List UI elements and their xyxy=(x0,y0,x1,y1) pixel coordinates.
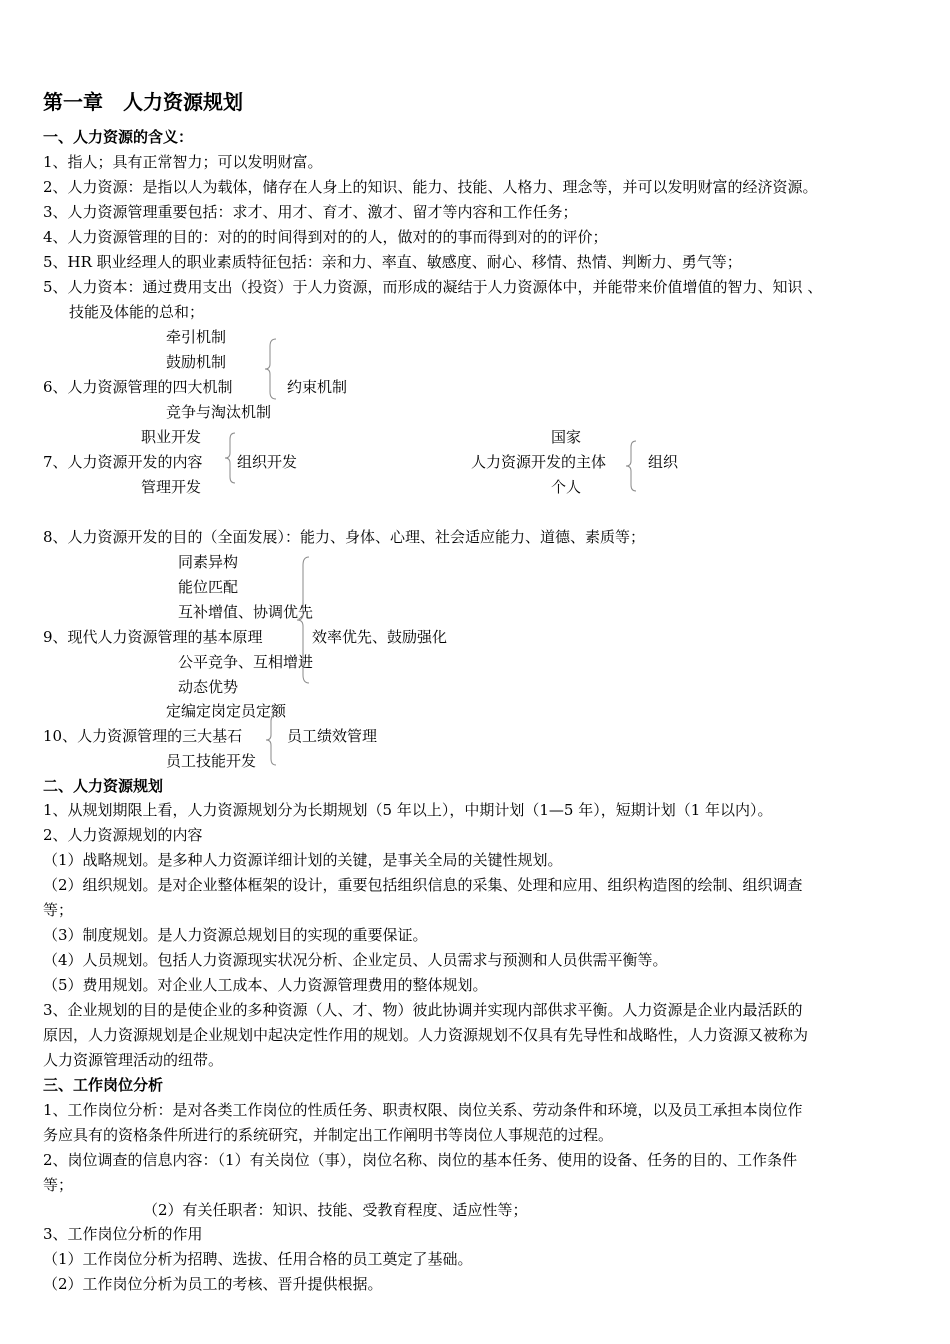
paragraph: （1）工作岗位分析为招聘、选拔、任用合格的员工奠定了基础。 xyxy=(43,1250,473,1268)
brace-item: 个人 xyxy=(551,478,582,496)
paragraph: （3）制度规划。是人力资源总规划目的实现的重要保证。 xyxy=(43,926,428,944)
paragraph: （5）费用规划。对企业人工成本、人力资源管理费用的整体规划。 xyxy=(43,976,488,994)
paragraph: 9、现代人力资源管理的基本原理 xyxy=(43,628,263,646)
brace-item: 同素异构 xyxy=(178,553,239,571)
brace-item: 组织 xyxy=(648,453,679,471)
paragraph: （1）战略规划。是多种人力资源详细计划的关键，是事关全局的关键性规划。 xyxy=(43,851,563,869)
brace-icon xyxy=(262,338,282,400)
brace-item: 员工技能开发 xyxy=(166,752,257,770)
paragraph: 人力资源开发的主体 xyxy=(471,453,607,471)
paragraph: （2）有关任职者：知识、技能、受教育程度、适应性等； xyxy=(143,1201,528,1219)
brace-icon xyxy=(624,440,640,492)
brace-item: 公平竞争、互相增进 xyxy=(178,653,314,671)
brace-item: 国家 xyxy=(551,428,582,446)
brace-item: 牵引机制 xyxy=(166,328,227,346)
paragraph: 等； xyxy=(43,1176,74,1194)
brace-item: 竞争与淘汰机制 xyxy=(166,403,272,421)
paragraph: 1、工作岗位分析：是对各类工作岗位的性质任务、职责权限、岗位关系、劳动条件和环境，以及员工承担本岗位作 xyxy=(43,1101,803,1119)
paragraph: 3、工作岗位分析的作用 xyxy=(43,1225,203,1243)
paragraph: 等； xyxy=(43,901,74,919)
brace-item: 定编定岗定员定额 xyxy=(166,702,287,720)
paragraph: 2、人力资源：是指以人为载体，储存在人身上的知识、能力、技能、人格力、理念等，并可以发明财富的经济资源。 xyxy=(43,178,818,196)
paragraph: 务应具有的资格条件所进行的系统研究，并制定出工作阐明书等岗位人事规范的过程。 xyxy=(43,1126,614,1144)
brace-item: 约束机制 xyxy=(287,378,348,396)
paragraph: 8、人力资源开发的目的（全面发展）：能力、身体、心理、社会适应能力、道德、素质等； xyxy=(43,528,646,546)
brace-item: 能位匹配 xyxy=(178,578,239,596)
brace-icon xyxy=(263,714,281,766)
brace-item: 鼓励机制 xyxy=(166,353,227,371)
paragraph: 2、人力资源规划的内容 xyxy=(43,826,203,844)
brace-item: 动态优势 xyxy=(178,678,239,696)
chapter-title: 第一章 人力资源规划 xyxy=(43,90,243,114)
paragraph: 3、企业规划的目的是使企业的多种资源（人、才、物）彼此协调并实现内部供求平衡。人力资源是企业内最活跃的 xyxy=(43,1001,803,1019)
brace-item: 效率优先、鼓励强化 xyxy=(312,628,448,646)
section-heading: 二、人力资源规划 xyxy=(43,777,164,795)
paragraph: 1、从规划期限上看，人力资源规划分为长期规划（5 年以上），中期计划（1—5 年），短期计划（1 年以内）。 xyxy=(43,801,773,819)
paragraph: 2、岗位调查的信息内容：（1）有关岗位（事），岗位名称、岗位的基本任务、使用的设备、任务的目的、工作条件 xyxy=(43,1151,798,1169)
paragraph: 1、指人；具有正常智力；可以发明财富。 xyxy=(43,153,323,171)
brace-item: 员工绩效管理 xyxy=(287,727,378,745)
brace-item: 管理开发 xyxy=(141,478,202,496)
paragraph: 5、人力资本：通过费用支出（投资）于人力资源，而形成的凝结于人力资源体中，并能带来价值增值的智力、知识 、 xyxy=(43,278,823,296)
paragraph: 6、人力资源管理的四大机制 xyxy=(43,378,233,396)
paragraph: 3、人力资源管理重要包括：求才、用才、育才、激才、留才等内容和工作任务； xyxy=(43,203,578,221)
paragraph: （2）组织规划。是对企业整体框架的设计，重要包括组织信息的采集、处理和应用、组织构造图的绘制、组织调查 xyxy=(43,876,803,894)
brace-item: 互补增值、协调优先 xyxy=(178,603,314,621)
paragraph: （4）人员规划。包括人力资源现实状况分析、企业定员、人员需求与预测和人员供需平衡等。 xyxy=(43,951,668,969)
paragraph: 10、人力资源管理的三大基石 xyxy=(43,727,243,745)
paragraph: 7、人力资源开发的内容 xyxy=(43,453,203,471)
paragraph: 人力资源管理活动的纽带。 xyxy=(43,1051,224,1069)
paragraph: 5、HR 职业经理人的职业素质特征包括：亲和力、率直、敏感度、耐心、移情、热情、判断力、勇气等； xyxy=(43,253,742,271)
paragraph: （2）工作岗位分析为员工的考核、晋升提供根据。 xyxy=(43,1275,383,1293)
brace-item: 职业开发 xyxy=(141,428,202,446)
section-heading: 一、人力资源的含义： xyxy=(43,128,194,146)
paragraph: 技能及体能的总和； xyxy=(69,303,205,321)
section-heading: 三、工作岗位分析 xyxy=(43,1076,164,1094)
paragraph: 原因，人力资源规划是企业规划中起决定性作用的规划。人力资源规划不仅具有先导性和战略性，人力资源又被称为 xyxy=(43,1026,809,1044)
brace-item: 组织开发 xyxy=(237,453,298,471)
paragraph: 4、人力资源管理的目的：对的的时间得到对的的人，做对的的事而得到对的的评价； xyxy=(43,228,608,246)
